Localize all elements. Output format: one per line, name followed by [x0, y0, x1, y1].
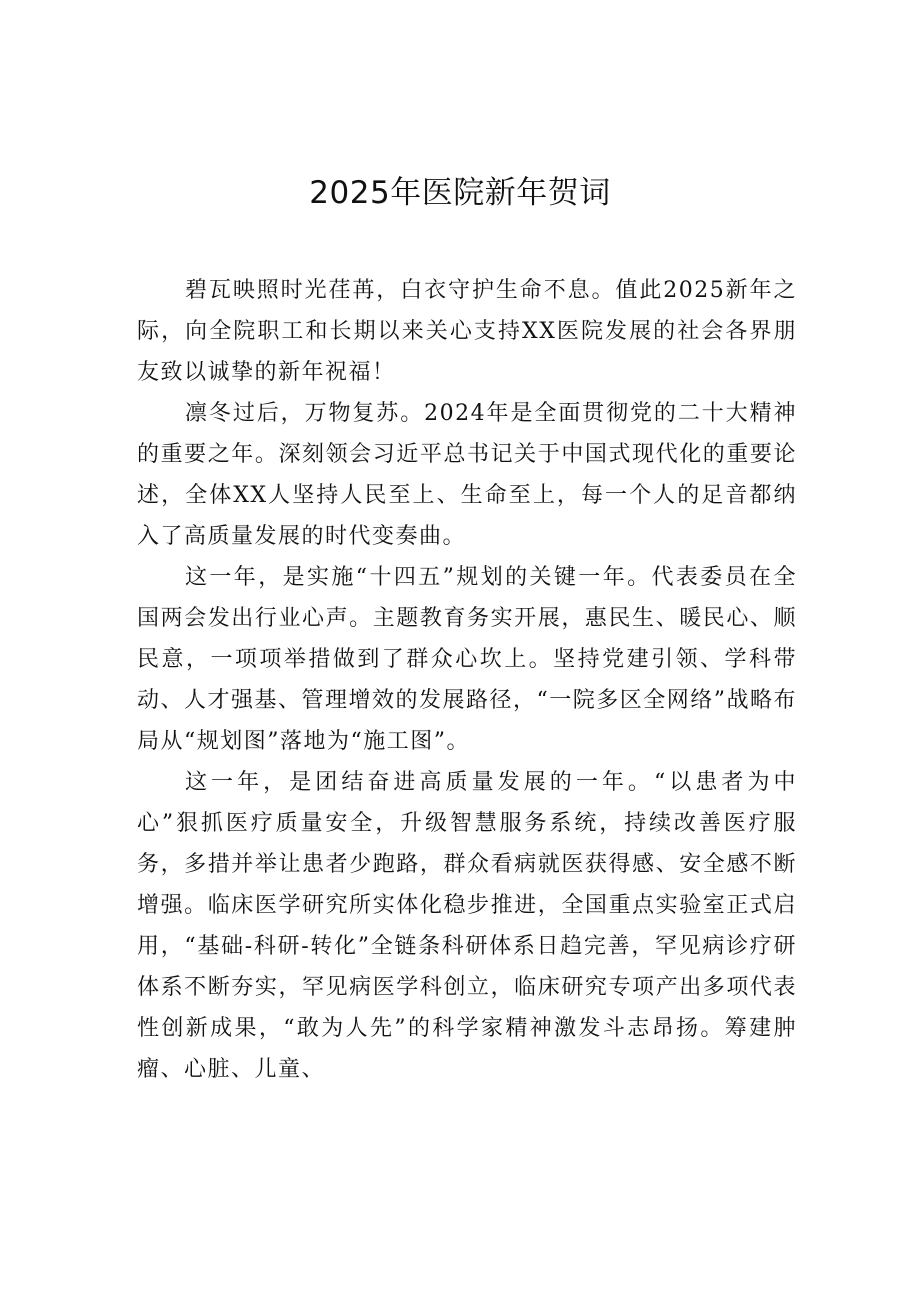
document-title: 2025年医院新年贺词 — [309, 175, 611, 211]
paragraph-14th-five-year-plan: 这一年，是实施“十四五”规划的关键一年。代表委员在全国两会发出行业心声。主题教育务实开展，惠民生、暖民心、顺民意，一项项举措做到了群众心坎上。坚持党建引领、学科带动、人才强基、管理增效的发展路径，“一院多区全网络”战略布局从“规划图”落地为“施工图”。 — [137, 565, 797, 754]
document-body — [137, 270, 797, 1090]
paragraph-high-quality-development: 这一年，是团结奋进高质量发展的一年。“以患者为中心”狠抓医疗质量安全，升级智慧服务系统，持续改善医疗服务，多措并举让患者少跑路，群众看病就医获得感、安全感不断增强。临床医学研究所实体化稳步推进，全国重点实验室正式启用，“基础-科研-转化”全链条科研体系日趋完善，罕见病诊疗研体系不断夯实，罕见病医学科创立，临床研究专项产出多项代表性创新成果，“敢为人先”的科学家精神激发斗志昂扬。筹建肿瘤、心脏、儿童、 — [137, 770, 797, 1082]
paragraph-2024-review: 凛冬过后，万物复苏。2024年是全面贯彻党的二十大精神的重要之年。深刻领会习近平总书记关于中国式现代化的重要论述，全体XX人坚持人民至上、生命至上，每一个人的足音都纳入了高质量发展的时代变奏曲。 — [137, 401, 797, 549]
paragraph-greeting: 碧瓦映照时光荏苒，白衣守护生命不息。值此2025新年之际，向全院职工和长期以来关心支持XX医院发展的社会各界朋友致以诚挚的新年祝福！ — [137, 278, 797, 385]
